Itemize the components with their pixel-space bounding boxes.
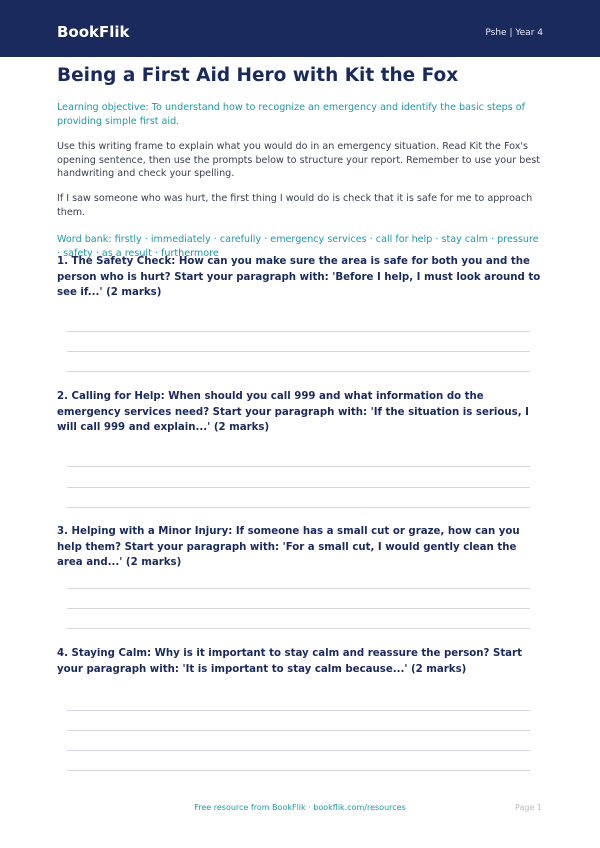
question-2: 2. Calling for Help: When should you call 999 and what information do the emergency services need? Start your paragraph with: 'If the situation is serious, I will call 999 and explain...' (2 marks): [57, 391, 529, 434]
brand-logo-text: BookFlik: [57, 23, 130, 41]
answer-line[interactable]: [67, 331, 530, 332]
answer-line[interactable]: [67, 507, 530, 508]
answer-line[interactable]: [67, 750, 530, 751]
question-1: 1. The Safety Check: How can you make sure the area is safe for both you and the person who is hurt? Start your paragraph with: 'Before I help, I must look around to see if...' (2 marks): [57, 256, 541, 299]
answer-line[interactable]: [67, 628, 530, 629]
answer-line[interactable]: [67, 371, 530, 372]
answer-line[interactable]: [67, 770, 530, 771]
footer-resource-link[interactable]: Free resource from BookFlik · bookflik.com/resources: [194, 803, 406, 812]
answer-line[interactable]: [67, 588, 530, 589]
answer-line[interactable]: [67, 710, 530, 711]
answer-line[interactable]: [67, 608, 530, 609]
answer-line[interactable]: [67, 487, 530, 488]
header-bar: [0, 0, 600, 57]
opening-sentence: If I saw someone who was hurt, the first thing I would do is check that it is safe for me to approach them.: [57, 192, 533, 218]
intro-section: [57, 64, 543, 260]
question-4: 4. Staying Calm: Why is it important to stay calm and reassure the person? Start your paragraph with: 'It is important to stay calm because...' (2 marks): [57, 648, 522, 675]
subject-year-label: Pshe | Year 4: [485, 28, 543, 38]
learning-objective: Learning objective: To understand how to recognize an emergency and identify the basic steps of providing simple first aid.: [57, 102, 526, 127]
page-title: Being a First Aid Hero with Kit the Fox: [57, 65, 459, 86]
instructions-text: Use this writing frame to explain what you would do in an emergency situation. Read Kit the Fox's opening sentence, then use the prompts below to structure your report. Remember to use your best handwriting and check your spelling.: [57, 141, 540, 180]
footer: [0, 802, 600, 816]
word-bank: Word bank: firstly · immediately · carefully · emergency services · call for help · stay calm · pressure · safety · as a result · furthermore: [57, 234, 539, 259]
question-3: 3. Helping with a Minor Injury: If someone has a small cut or graze, how can you help them? Start your paragraph with: 'For a small cut, I would gently clean the area and...' (2 marks): [57, 526, 520, 569]
page-number: Page 1: [515, 803, 542, 812]
answer-line[interactable]: [67, 730, 530, 731]
answer-line[interactable]: [67, 351, 530, 352]
answer-line[interactable]: [67, 466, 530, 467]
